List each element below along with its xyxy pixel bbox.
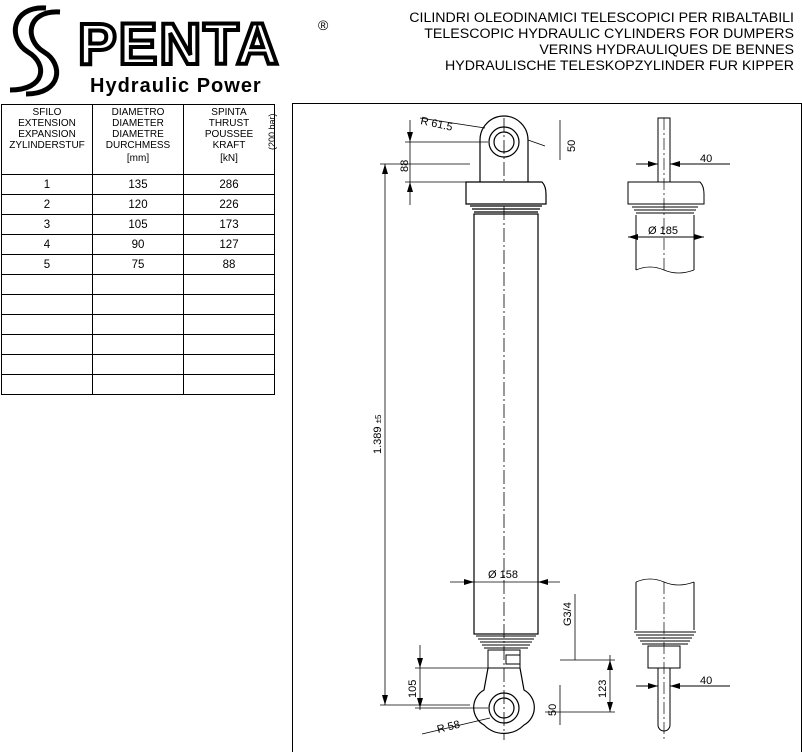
cylinder-head [466, 182, 546, 212]
dim-top-eye-height: 50 [566, 139, 578, 152]
dim-bottom-eye-height: 50 [547, 703, 559, 716]
dim-head-diameter: Ø 185 [648, 225, 678, 237]
table-row [2, 275, 275, 295]
dimension-arrows [382, 132, 613, 712]
table-row: 1 135 286 [2, 175, 275, 195]
table-row [2, 355, 275, 375]
svg-text:PENTA: PENTA [78, 12, 281, 77]
header-extension: SFILO EXTENSION EXPANSION ZYLINDERSTUF [2, 105, 93, 175]
table-row [2, 315, 275, 335]
dim-top-offset: 88 [399, 159, 411, 172]
pressure-note: (200 bar) [267, 113, 277, 150]
dim-total-length: 1.389 ±5 [372, 414, 384, 454]
svg-text:®: ® [318, 17, 329, 33]
table-row: 4 90 127 [2, 235, 275, 255]
table-row [2, 375, 275, 395]
side-view-bottom [634, 579, 730, 740]
dim-bottom-offset: 105 [407, 679, 419, 698]
dim-bottom-lug-width: 40 [700, 675, 713, 687]
title-block [409, 10, 794, 74]
header-diameter: DIAMETRO DIAMETER DIAMETRE DURCHMESS [mm] [93, 105, 184, 175]
penta-logo [0, 0, 340, 100]
title-de: HYDRAULISCHE TELESKOPZYLINDER FUR KIPPER [445, 58, 794, 74]
table-row: 3 105 173 [2, 215, 275, 235]
table-row [2, 335, 275, 355]
dim-body-diameter: Ø 158 [488, 569, 518, 581]
header-thrust: SPINTA THRUST POUSSEE KRAFT [kN] [184, 105, 275, 175]
dim-top-eye-radius: R 61.5 [419, 115, 454, 134]
cylinder-base [476, 636, 536, 668]
side-view-top [628, 118, 730, 273]
dim-bottom-span: 123 [597, 679, 609, 698]
cylinder-drawing [292, 103, 802, 752]
title-fr: VERINS HYDRAULIQUES DE BENNES [539, 42, 794, 58]
dim-bottom-eye-radius: R 58 [435, 718, 462, 736]
spec-table-header [2, 105, 275, 175]
logo-s-mark [10, 8, 60, 94]
title-it: CILINDRI OLEODINAMICI TELESCOPICI PER RIBALTABILI [409, 10, 794, 26]
logo-wordmark [78, 12, 329, 97]
dim-top-lug-width: 40 [700, 153, 713, 165]
dim-port: G3/4 [562, 602, 574, 626]
svg-text:Hydraulic Power: Hydraulic Power [90, 75, 262, 97]
spec-table [1, 104, 275, 395]
table-row: 5 75 88 [2, 255, 275, 275]
drawing-frame [293, 104, 802, 752]
title-en: TELESCOPIC HYDRAULIC CYLINDERS FOR DUMPERS [424, 26, 794, 42]
table-row: 2 120 226 [2, 195, 275, 215]
table-row [2, 295, 275, 315]
